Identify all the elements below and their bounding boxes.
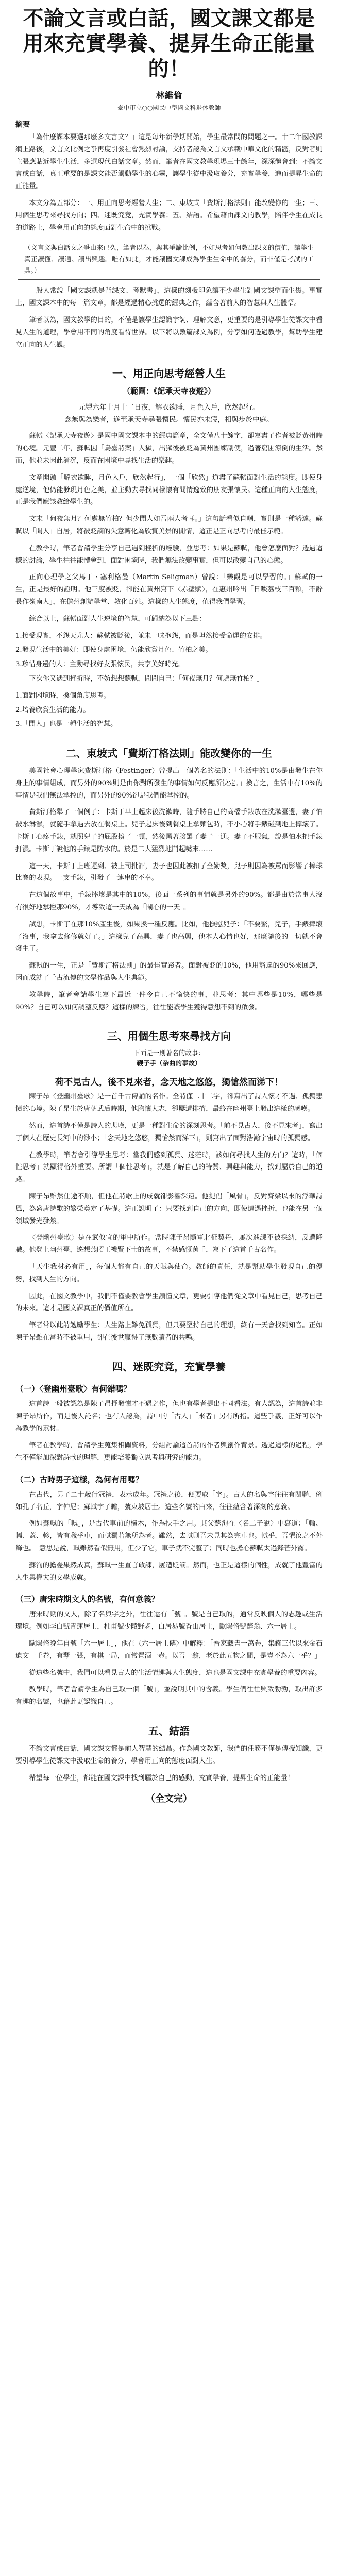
body-paragraph: 正向心理學之父馬丁・塞利格曼（Martin Seligman）曾說：「樂觀是可以學習的。」蘇軾的一生，正是最好的證明。他三度被貶，卻能在黃州寫下〈赤壁賦〉，在惠州吟出「日啖荔枝三百顆，不辭長作嶺南人」，在儋州創辦學堂、教化百姓。這樣的人生態度，值得我們學習。: [15, 573, 323, 606]
body-paragraph: 教學時，筆者會請學生為自己取一個「號」，並說明其中的含義。學生們往往興致勃勃，取出許多有趣的名號，也藉此更認識自己。: [15, 1686, 323, 1706]
poem-title: 鞭子手（杂曲的事故）: [137, 1059, 201, 1067]
abstract-paragraph: 「為什麼課本要選那麼多文言文？」這是每年新學期開始，學生最常問的問題之一。十二年國教課綱上路後，文言文比例之爭再度引發社會熱烈討論，支持者認為文言文承載中華文化的精髓，反對者則主張應貼近學生生活，多選現代白話文章。然而，筆者在國文教學現場三十餘年，深深體會到：不論文言或白話，真正重要的是課文能否觸動學生的心靈，讓學生從中汲取養分，充實學養，進而提昇生命的正能量。: [15, 133, 323, 191]
body-paragraph: 這首詩一般被認為是陳子昂抒發懷才不遇之作，但也有學者提出不同看法。有人認為，這首詩並非陳子昂所作，而是後人託名；也有人認為，詩中的「古人」「來者」另有所指。這些爭議，正好可以作為教學的素材。: [15, 1400, 323, 1433]
body-paragraph: 例如蘇軾的「軾」，是古代車前的橫木，作為扶手之用。其父蘇洵在〈名二子說〉中寫道：「輪、輻、蓋、軫，皆有職乎車，而軾獨若無所為者。雖然，去軾則吾未見其為完車也。軾乎，吾懼汝之不外飾也。」意思是說，軾雖然看似無用，但少了它，車子就不完整了；同時也擔心蘇軾太過鋒芒外露。: [15, 1520, 323, 1552]
body-paragraph: 美國社會心理學家費斯汀格（Festinger）曾提出一個著名的法則：「生活中的10%是由發生在你身上的事情組成，而另外的90%則是由你對所發生的事情如何反應所決定。」換言之，生活中有10%的事情是我們無法掌控的，而另外的90%卻是我們能掌控的。: [15, 767, 323, 800]
list-item: 3.「閒人」也是一種生活的智慧。: [15, 720, 117, 728]
article-title: 不論文言或白話，國文課文都是用來充實學養、提昇生命正能量的！: [23, 7, 315, 81]
poem-line: 念無與為樂者，遂至承天寺尋張懷民。懷民亦未寢，相與步於中庭。: [64, 416, 274, 425]
body-paragraph: 蘇軾〈記承天寺夜遊〉是國中國文課本中的經典篇章，全文僅八十餘字，卻寫盡了作者被貶黃州時的心境。元豐二年，蘇軾因「烏臺詩案」入獄，出獄後被貶為黃州團練副使，過著窮困潦倒的生活。然而，他並未因此消沉，反而在困境中尋找生活的樂趣。: [15, 432, 323, 465]
list-item: 2.發現生活中的美好：即使身處困境，仍能欣賞月色、竹柏之美。: [15, 646, 212, 654]
list-item: 1.接受現實，不怨天尤人：蘇軾被貶後，並未一味抱怨，而是坦然接受命運的安排。: [15, 632, 267, 640]
body-paragraph: 文末「何夜無月？何處無竹柏？但少閒人如吾兩人者耳。」這句話看似自嘲，實則是一種豁達。蘇軾以「閒人」自居，將被貶謫的失意轉化為欣賞美景的閒情，這正是正向思考的最佳示範。: [15, 515, 323, 535]
body-paragraph: 歐陽脩晚年自號「六一居士」，他在〈六一居士傳〉中解釋：「吾家藏書一萬卷，集錄三代以來金石遺文一千卷，有琴一張，有棋一局，而常置酒一壺。以吾一翁，老於此五物之間，是豈不為六一乎？」: [15, 1639, 323, 1660]
body-paragraph: 希望每一位學生，都能在國文課中找到屬於自己的感動，充實學養，提昇生命的正能量！: [29, 1774, 294, 1782]
body-paragraph: 〈登幽州臺歌〉是在武攸宜的軍中所作。當時陳子昂隨軍北征契丹，屢次進諫不被採納，反遭降職。他登上幽州臺，遙想燕昭王禮賢下士的故事，不禁感慨萬千，寫下了這首千古名作。: [15, 1234, 323, 1255]
list-item: 1.面對困境時，換個角度思考。: [15, 691, 111, 700]
abstract-paragraph: 本文分為五部分：一、用正向思考經營人生；二、東坡式「費斯汀格法則」能改變你的一生；三、用個生思考來尋找方向；四、迷既究竟，充實學養；五、結語。希望藉由課文的教學，陪伴學生在成長的道路上，學會用正向的態度面對生命中的挑戰。: [15, 199, 323, 232]
body-paragraph: 從這些名號中，我們可以看見古人的生活情趣與人生態度，這也是國文課中充實學養的重要內容。: [29, 1669, 322, 1677]
body-paragraph: 在教學時，筆者會引導學生思考：當我們感到孤獨、迷茫時，該如何尋找人生的方向？這時，「個性思考」就顯得格外重要。所謂「個性思考」，就是了解自己的特質、興趣與能力，找到屬於自己的道路。: [15, 1151, 323, 1184]
body-paragraph: 陳子昂〈登幽州臺歌〉是一首千古傳誦的名作。全詩僅二十二字，卻寫出了詩人懷才不遇、孤獨悲憤的心境。陳子昂生於唐朝武后時期，他胸懷大志，卻屢遭排擠，最終在幽州臺上發出這樣的感嘆。: [15, 1093, 323, 1113]
author-name: 林維倫: [156, 91, 182, 101]
body-paragraph: 蘇軾的一生，正是「費斯汀格法則」的最佳實踐者。面對被貶的10%，他用豁達的90%來回應，因而成就了千古流傳的文學作品與人生典範。: [15, 962, 323, 982]
body-paragraph: 試想，卡斯丁在那10%產生後，如果換一種反應。比如，他撫慰兒子：「不要緊，兒子，手錶摔壞了沒事，我拿去修修就好了。」這樣兒子高興，妻子也高興，他本人心情也好，那麼隨後的一切就不會發生了。: [15, 920, 323, 953]
body-paragraph: 唐宋時期的文人，除了名與字之外，往往還有「號」。號是自己取的，通常反映個人的志趣或生活環境。例如李白號青蓮居士，杜甫號少陵野老，白居易號香山居士，歐陽脩號醉翁、六一居士。: [15, 1611, 323, 1631]
abstract-heading: 摘要: [15, 121, 30, 129]
body-paragraph: 這一天，卡斯丁上班遲到、被上司批評，妻子也因此被扣了全勤獎，兒子則因為被罵而影響了棒球比賽的表現。一支手錶，引發了一連串的不幸。: [15, 862, 323, 883]
subsection-title: （三）唐宋時期文人的名號，有何意義？: [15, 1594, 160, 1604]
end-mark: （全文完）: [146, 1793, 192, 1805]
list-item: 2.培養欣賞生活的能力。: [15, 706, 90, 714]
body-paragraph: 筆者常以此詩勉勵學生：人生路上難免孤獨，但只要堅持自己的理想，終有一天會找到知音。正如陳子昂雖在當時不被重用，卻在後世贏得了無數讀者的共鳴。: [15, 1321, 323, 1342]
poem-highlight-line: 荷不見古人，後不見來者，念天地之悠悠，獨愴然而涕下！: [55, 1077, 283, 1088]
body-paragraph: 下次你又遇到挫折時，不妨想想蘇軾，問問自己：「何夜無月？何處無竹柏？」: [29, 674, 264, 683]
section-title-4: 四、迷既究竟，充實學養: [112, 1360, 226, 1373]
subsection-title: （一）〈登幽州臺歌〉有何錯嗎？: [15, 1383, 131, 1394]
body-paragraph: 文章開頭「解衣欲睡，月色入戶，欣然起行」，一個「欣然」道盡了蘇軾面對生活的態度。即使身處逆境，他仍能發現月色之美，並主動去尋找同樣懷有閒情逸致的朋友張懷民。這種正向的人生態度，正是我們應該教給學生的。: [15, 473, 323, 506]
body-paragraph: 教學時，筆者會請學生寫下最近一件令自己不愉快的事，並思考：其中哪些是10%，哪些是90%？自己可以如何調整反應？這樣的練習，往往能讓學生獲得意想不到的啟發。: [15, 991, 323, 1011]
body-paragraph: 「天生我材必有用」，每個人都有自己的天賦與使命。教師的責任，就是幫助學生發現自己的優勢，找到人生的方向。: [15, 1263, 323, 1283]
section-title-5: 五、結語: [148, 1724, 190, 1737]
intro-paragraph: 筆者以為，國文教學的目的，不僅是讓學生認識字詞、理解文意，更重要的是引導學生從課文中看見人生的道理，學會用不同的角度看待世界。以下將以數篇課文為例，分享如何透過教學，幫助學生建立正向的人生觀。: [15, 316, 323, 349]
body-paragraph: 陳子昂雖然仕途不順，但他在詩歌上的成就卻影響深遠。他提倡「風骨」，反對齊梁以來的浮華詩風，為盛唐詩歌的繁榮奠定了基礎。這正說明了：只要找到自己的方向，即使遭遇挫折，也能在另一個領域發光發熱。: [15, 1193, 323, 1225]
subsection-title: （二）古時男子這樣，為何有用嗎？: [15, 1474, 144, 1484]
list-item: 3.珍惜身邊的人：主動尋找好友張懷民，共享美好時光。: [15, 660, 185, 669]
body-paragraph: 因此，在國文教學中，我們不僅要教會學生讀懂文章，更要引導他們從文章中看見自己，思考自己的未來。這才是國文課真正的價值所在。: [15, 1292, 323, 1313]
body-paragraph: 筆者在教學時，會請學生蒐集相關資料，分組討論這首詩的作者與創作背景。透過這樣的過程，學生不僅能加深對詩歌的理解，更能培養獨立思考與研究的能力。: [15, 1442, 323, 1462]
body-paragraph: 在古代，男子二十歲行冠禮，表示成年。冠禮之後，便要取「字」。古人的名與字往往有關聯，例如孔子名丘，字仲尼；蘇軾字子瞻，號東坡居士。這些名號的由來，往往蘊含著深刻的意義。: [15, 1490, 323, 1511]
author-affiliation: 臺中市立○○國民中學國文科退休教師: [117, 104, 221, 111]
intro-paragraph: 一般人常說「國文課就是背課文、考默書」，這樣的刻板印象讓不少學生對國文課望而生畏。事實上，國文課本中的每一篇文章，都是經過精心挑選的經典之作，蘊含著前人的智慧與人生體悟。: [15, 287, 323, 308]
section-subtitle-1: （範圍：《記承天寺夜遊》）: [122, 386, 215, 396]
list-intro: 綜合以上，蘇軾面對人生逆境的智慧，可歸納為以下三點：: [29, 615, 206, 623]
body-paragraph: 蘇洵的擔憂果然成真，蘇軾一生直言敢諫，屢遭貶謫。然而，也正是這樣的個性，成就了他豐富的人生與偉大的文學成就。: [15, 1561, 323, 1582]
section-title-2: 二、東坡式「費斯汀格法則」能改變你的一生: [66, 747, 272, 760]
section-title-3: 三、用個生思考來尋找方向: [107, 1030, 231, 1043]
section-title-1: 一、用正向思考經營人生: [112, 367, 226, 380]
poem-intro: 下面是一則著名的故事：: [133, 1049, 205, 1057]
body-paragraph: 費斯汀格舉了一個例子：卡斯丁早上起床後洗漱時，隨手將自己的高檔手錶放在洗漱臺邊，妻子怕被水淋濕，就隨手拿過去放在餐桌上。兒子起床後到餐桌上拿麵包時，不小心將手錶碰到地上摔壞了。卡斯丁心疼手錶，就照兒子的屁股揍了一頓，然後黑著臉罵了妻子一通。妻子不服氣，說是怕水把手錶打濕。卡斯丁說他的手錶是防水的。於是二人猛烈地鬥起嘴來……: [15, 808, 323, 853]
poem-line: 元豐六年十月十二日夜，解衣欲睡，月色入戶，欣然起行。: [78, 403, 260, 412]
body-paragraph: 在這個故事中，手錶摔壞是其中的10%，後面一系列的事情就是另外的90%。都是由於當事人沒有很好地掌控那90%，才導致這一天成為「鬧心的一天」。: [15, 891, 323, 912]
body-paragraph: 在教學時，筆者會請學生分享自己遇到挫折的經驗，並思考：如果是蘇軾，他會怎麼面對？透過這樣的討論，學生往往能體會到，面對困境時，我們無法改變事實，但可以改變自己的心態。: [15, 544, 323, 565]
abstract-quote-box: （文言文與白話文之爭由來已久，筆者以為，與其爭論比例，不如思考如何教出課文的價值，讓學生真正讀懂、讀通、讀出興趣。唯有如此，才能讓國文課成為學生生命中的養分，而非僅是考試的工具。）: [18, 239, 320, 280]
poem-excerpt: [15, 401, 323, 426]
body-paragraph: 不論文言或白話，國文課文都是前人智慧的結晶。作為國文教師，我們的任務不僅是傳授知識，更要引導學生從課文中汲取生命的養分，學會用正向的態度面對人生。: [15, 1744, 323, 1765]
body-paragraph: 然而，這首詩不僅是詩人的悲嘆，更是一種對生命的深刻思考。「前不見古人，後不見來者」，寫出了個人在歷史長河中的渺小；「念天地之悠悠，獨愴然而涕下」，則寫出了面對浩瀚宇宙時的孤獨感。: [15, 1122, 323, 1142]
